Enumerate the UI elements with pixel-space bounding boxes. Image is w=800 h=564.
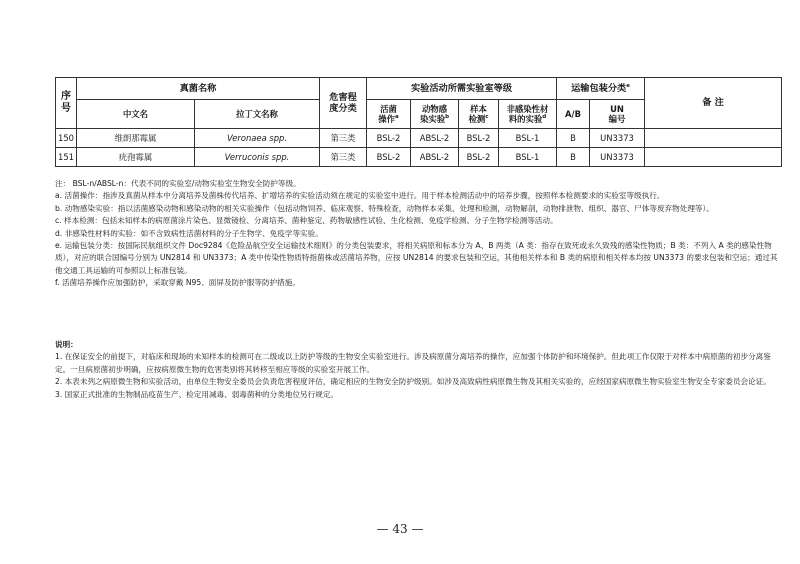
note-line: a. 活菌操作：指涉及真菌从样本中分离培养及菌株传代培养、扩增培养的实验活动须在规定的实验室中进行。用于样本检测活动中的培养步骤，按照样本检测要求的实验室等级执行。 xyxy=(55,191,665,201)
animal-header xyxy=(411,100,459,129)
lab-level-header: 实验活动所需实验室等级 xyxy=(367,78,557,100)
noninf-header-a: 非感染性材 xyxy=(506,103,549,114)
row-remark xyxy=(645,129,782,148)
row-culture: BSL-2 xyxy=(367,129,411,148)
ab-header: A/B xyxy=(557,100,590,129)
row-sample: BSL-2 xyxy=(459,129,499,148)
fungus-biosafety-table xyxy=(55,77,782,167)
explanation-item: 1. 在保证安全的前提下，对临床和现场的未知样本的检测可在二级或以上防护等级的生物安全实验室进行。涉及病原菌分离培养的操作，应加强个体防护和环境保护。但此项工作仅限于对样本中病原菌的初步分离鉴定。一旦病原菌初步明确，应按病原微生物的危害类别将其转移至相应等级的实验室开展工作。 xyxy=(55,352,771,374)
row-sample: BSL-2 xyxy=(459,148,499,167)
row-hazard: 第三类 xyxy=(320,148,367,167)
row-culture: BSL-2 xyxy=(367,148,411,167)
transport-header xyxy=(557,78,645,100)
seq-header xyxy=(56,78,77,129)
sample-header xyxy=(459,100,499,129)
note-line: f. 活菌培养操作应加强防护，采取穿戴 N95、面屏及防护服等防护措施。 xyxy=(55,278,300,288)
animal-sup: b xyxy=(445,114,450,121)
row-chinese-name: 疣孢霉属 xyxy=(77,148,195,167)
sample-sup: c xyxy=(485,114,489,121)
row-latin-name: Veronaea spp. xyxy=(195,129,320,148)
row-un-number: UN3373 xyxy=(590,129,645,148)
row-remark xyxy=(645,148,782,167)
seq-header-bottom: 号 xyxy=(61,103,71,114)
sample-header-b: 检测 xyxy=(468,114,486,124)
row-noninfectious: BSL-1 xyxy=(499,148,557,167)
row-hazard: 第三类 xyxy=(320,129,367,148)
transport-sup: e xyxy=(626,82,630,89)
noninf-header-b: 料的实验 xyxy=(508,114,543,124)
latin-name-header: 拉丁文名称 xyxy=(195,100,320,129)
row-un-number: UN3373 xyxy=(590,148,645,167)
row-ab: B xyxy=(557,148,590,167)
explanation-item: 3. 国家正式批准的生物制品疫苗生产、检定用减毒、弱毒菌种的分类地位另行规定。 xyxy=(55,389,339,399)
row-latin-name: Verruconis spp. xyxy=(195,148,320,167)
note-line: e. 运输包装分类：按国际民航组织文件 Doc9284《危险品航空安全运输技术细则》的分类包装要求，将相关病原和标本分为 A、B 两类（A 类：指存在致死或永久致残的感染性物质；B 类：不列入 A 类的感染性物质），对应的联合国编号分别为 UN2814 和 UN3373；A 类中传染性物质特指菌株或活菌培养物，应按 UN2814 的要求包装和空运，其他相关样本和 B 类的病原和相关样本均按 UN3373 的要求包装和空运；通过其他交通工具运输的可参照以上标准包装。 xyxy=(55,241,778,275)
row-ab: B xyxy=(557,129,590,148)
fungus-name-header: 真菌名称 xyxy=(77,78,320,100)
un-number-header xyxy=(590,100,645,129)
hazard-header-a: 危害程 xyxy=(329,91,357,103)
table-row xyxy=(56,129,782,148)
row-animal: ABSL-2 xyxy=(411,129,459,148)
culture-header-a: 活菌 xyxy=(380,103,397,114)
note-line: b. 动物感染实验：指以活菌感染动物和感染动物的相关实验操作（包括动物饲养、临床观察、特殊检查，动物样本采集、处理和检测，动物解剖，动物排泄物、组织、器官、尸体等废弃物处理等）。 xyxy=(55,203,714,213)
remarks-header: 备 注 xyxy=(645,78,782,129)
explanation-section xyxy=(55,339,781,401)
noninfectious-header xyxy=(499,100,557,129)
hazard-header-b: 度分类 xyxy=(329,103,357,114)
explanation-item: 2. 本表未列之病原微生物和实验活动，由单位生物安全委员会负责危害程度评估，确定相应的生物安全防护级别。如涉及高致病性病原微生物及其相关实验的，应经国家病原微生物实验室生物安全专家委员会论证。 xyxy=(55,377,771,387)
header-row-1 xyxy=(56,78,782,100)
transport-header-label: 运输包装分类 xyxy=(571,82,627,94)
row-animal: ABSL-2 xyxy=(411,148,459,167)
sample-header-a: 样本 xyxy=(470,103,487,114)
table-notes xyxy=(55,178,781,290)
row-chinese-name: 维朗那霉属 xyxy=(77,129,195,148)
animal-header-b: 染实验 xyxy=(419,114,446,124)
note-line: c. 样本检测：包括未知样本的病原菌涂片染色、显微镜检、分离培养、菌种鉴定、药物敏感性试验、生化检测、免疫学检测、分子生物学检测等活动。 xyxy=(55,216,558,226)
un-header-b: 编号 xyxy=(608,114,626,124)
row-noninfectious: BSL-1 xyxy=(499,129,557,148)
note-line: d. 非感染性材料的实验：如不含致病性活菌材料的分子生物学、免疫学等实验。 xyxy=(55,228,323,238)
culture-header xyxy=(367,100,411,129)
un-header-a: UN xyxy=(610,103,624,114)
noninf-sup: d xyxy=(542,114,547,121)
animal-header-a: 动物感 xyxy=(421,103,448,114)
row-seq: 151 xyxy=(56,148,77,167)
page-number: — 43 — xyxy=(376,522,424,536)
explanation-title: 说明： xyxy=(55,340,78,349)
seq-header-top: 序 xyxy=(61,90,71,102)
culture-sup: a xyxy=(395,114,399,121)
note-line: 注： BSL-n/ABSL-n：代表不同的实验室/动物实验室生物安全防护等级。 xyxy=(55,179,301,188)
hazard-header xyxy=(320,78,367,129)
row-seq: 150 xyxy=(56,129,77,148)
table-row xyxy=(56,148,782,167)
culture-header-b: 操作 xyxy=(378,114,396,124)
chinese-name-header: 中文名 xyxy=(77,100,195,129)
